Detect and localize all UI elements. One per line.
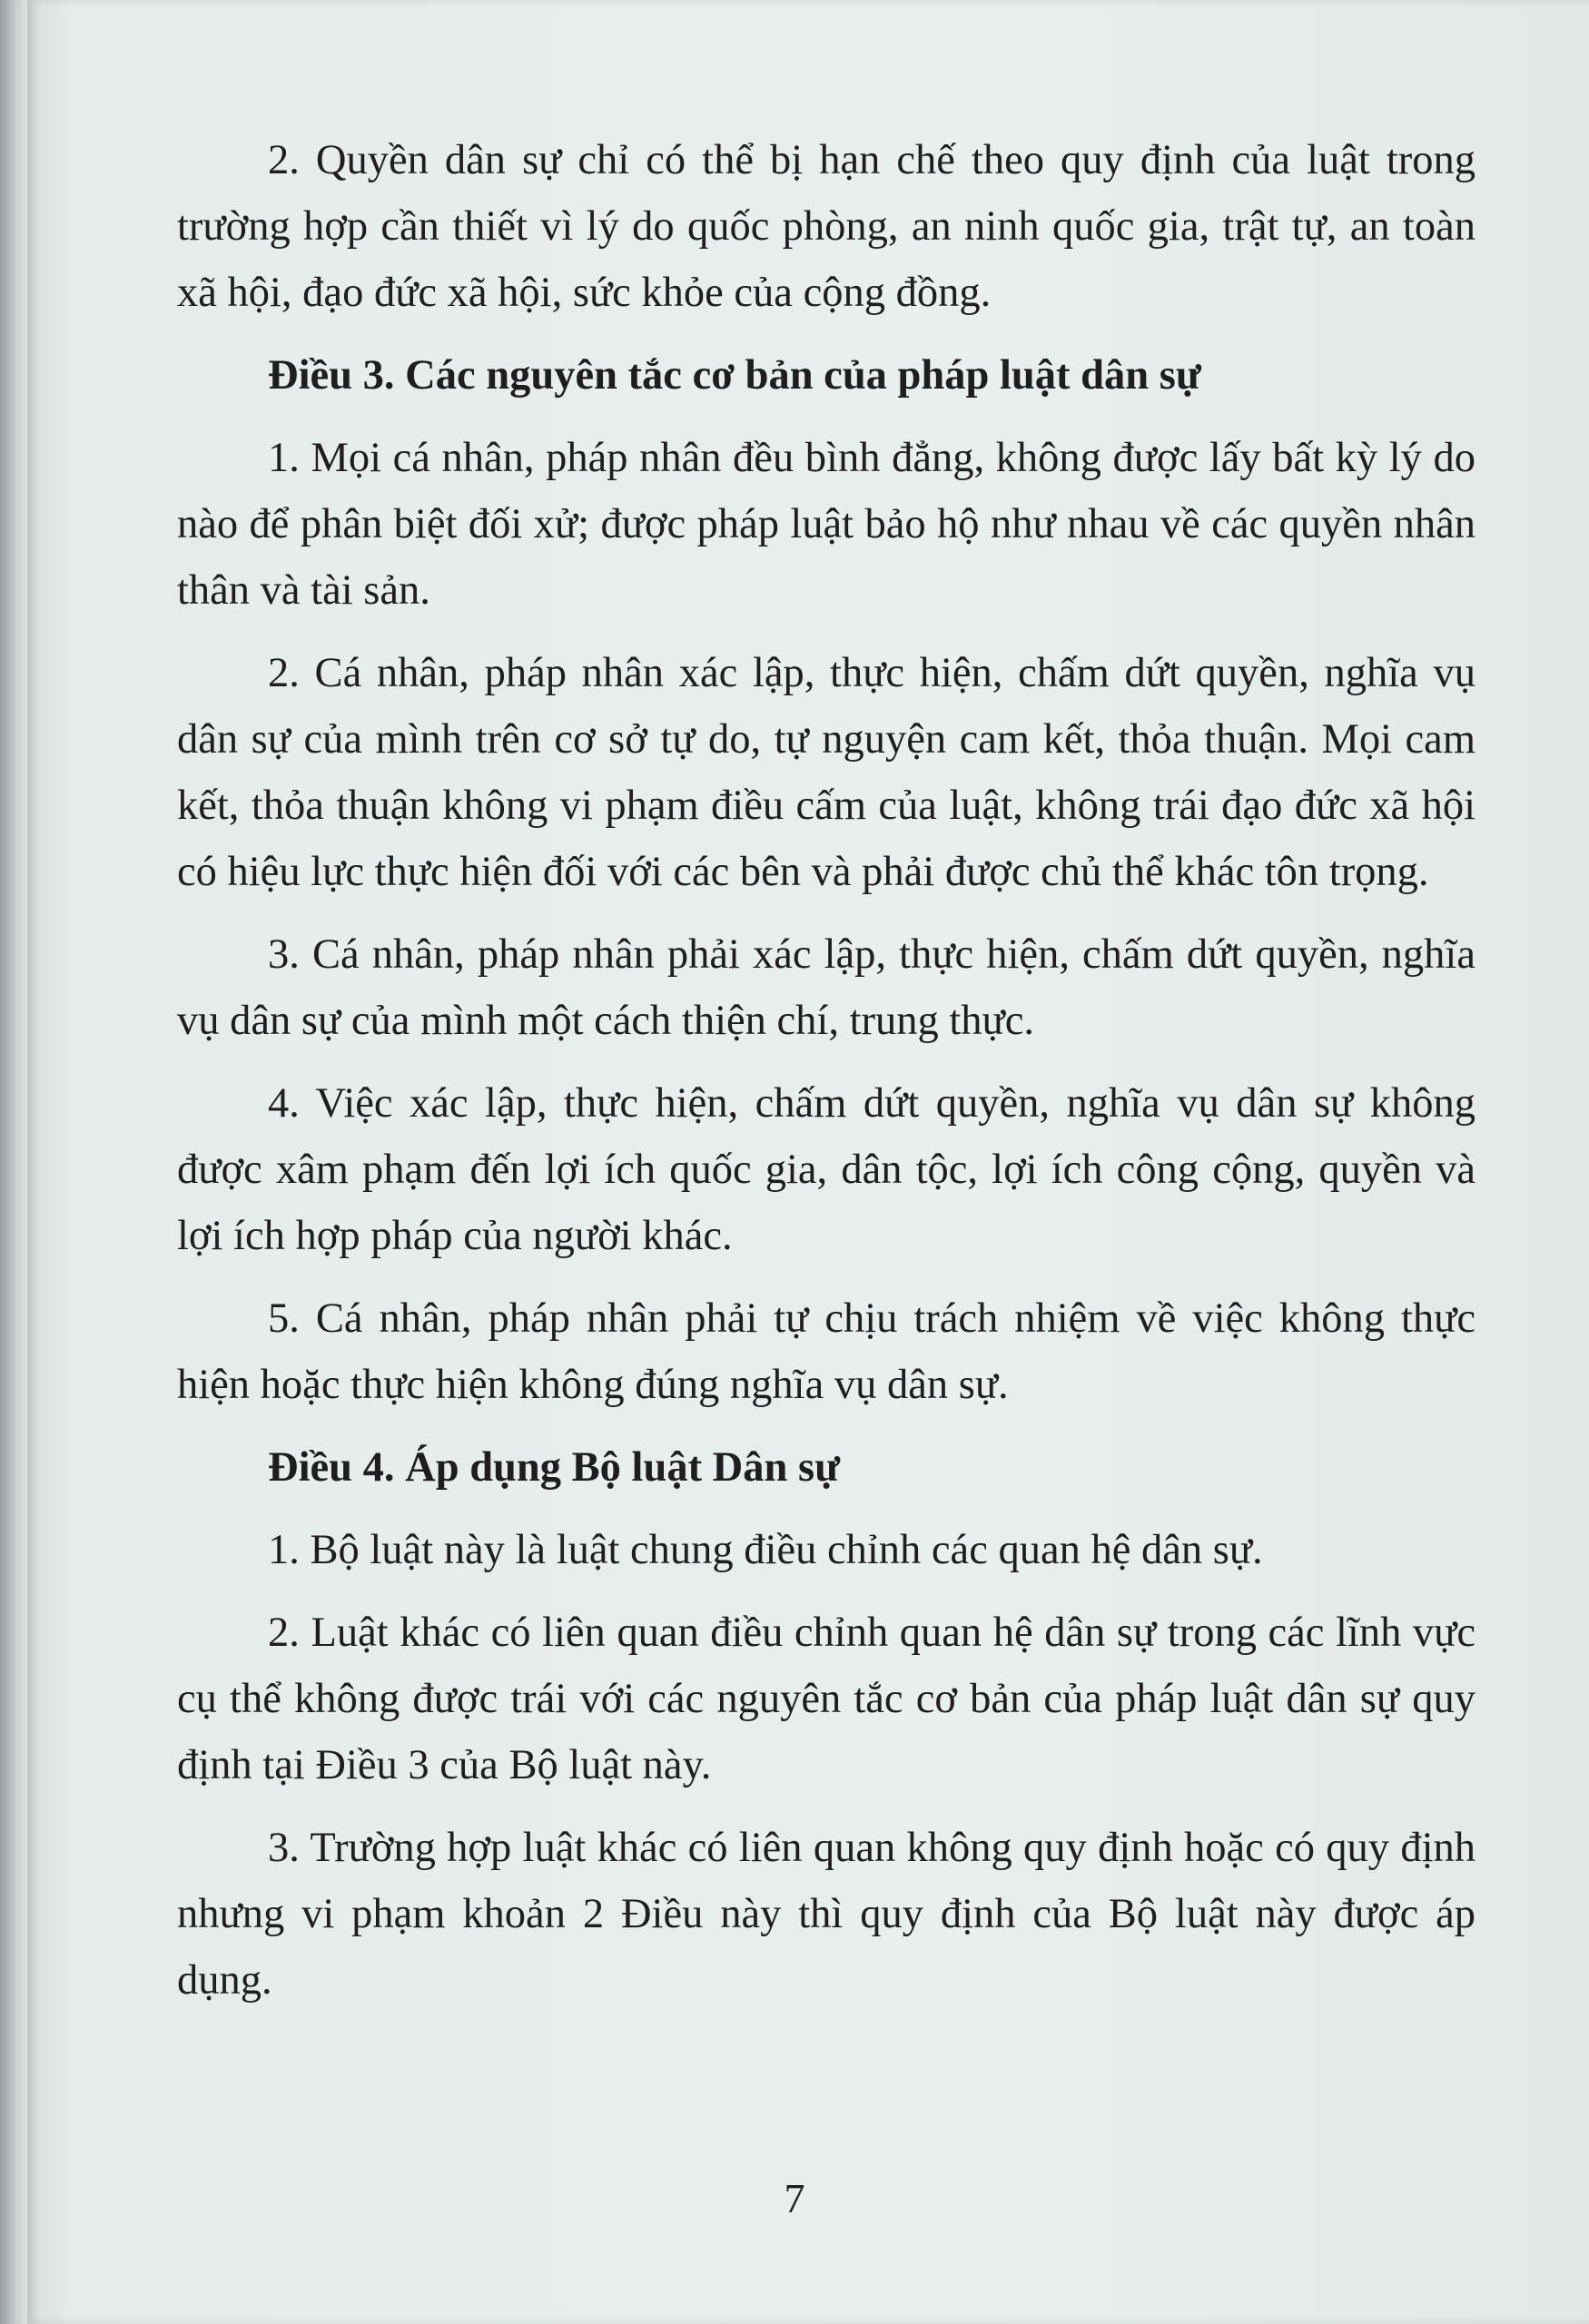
- paragraph-4-3: 3. Trường hợp luật khác có liên quan không quy định hoặc có quy định nhưng vi phạm khoản 2 Điều này thì quy định của Bộ luật này được áp dụng.: [177, 1825, 1476, 2004]
- paragraph-1-2: 2. Quyền dân sự chỉ có thể bị hạn chế theo quy định của luật trong trường hợp cần thiết vì lý do quốc phòng, an ninh quốc gia, trật tự, an toàn xã hội, đạo đức xã hội, sức khỏe của cộng đồng.: [177, 137, 1476, 316]
- article-4-heading: Điều 4. Áp dụng Bộ luật Dân sự: [268, 1444, 840, 1491]
- paragraph-3-5: 5. Cá nhân, pháp nhân phải tự chịu trách nhiệm về việc không thực hiện hoặc thực hiện không đúng nghĩa vụ dân sự.: [177, 1295, 1476, 1408]
- paragraph-3-3: 3. Cá nhân, pháp nhân phải xác lập, thực hiện, chấm dứt quyền, nghĩa vụ dân sự của mình một cách thiện chí, trung thực.: [177, 931, 1476, 1044]
- paragraph-3-4: 4. Việc xác lập, thực hiện, chấm dứt quyền, nghĩa vụ dân sự không được xâm phạm đến lợi ích quốc gia, dân tộc, lợi ích công cộng, quyền và lợi ích hợp pháp của người khác.: [177, 1080, 1476, 1259]
- page-number: 7: [784, 2175, 805, 2221]
- book-spine-edge: [0, 0, 27, 2324]
- page-text: [177, 127, 1476, 2030]
- paragraph-3-1: 1. Mọi cá nhân, pháp nhân đều bình đẳng, không được lấy bất kỳ lý do nào để phân biệt đối xử; được pháp luật bảo hộ như nhau về các quyền nhân thân và tài sản.: [177, 435, 1476, 614]
- article-3-heading: Điều 3. Các nguyên tắc cơ bản của pháp luật dân sự: [268, 352, 1201, 399]
- paragraph-4-2: 2. Luật khác có liên quan điều chỉnh quan hệ dân sự trong các lĩnh vực cụ thể không được trái với các nguyên tắc cơ bản của pháp luật dân sự quy định tại Điều 3 của Bộ luật này.: [177, 1610, 1476, 1788]
- paragraph-4-1: 1. Bộ luật này là luật chung điều chỉnh các quan hệ dân sự.: [268, 1527, 1263, 1573]
- paragraph-3-2: 2. Cá nhân, pháp nhân xác lập, thực hiện, chấm dứt quyền, nghĩa vụ dân sự của mình trên cơ sở tự do, tự nguyện cam kết, thỏa thuận. Mọi cam kết, thỏa thuận không vi phạm điều cấm của luật, không trái đạo đức xã hội có hiệu lực thực hiện đối với các bên và phải được chủ thể khác tôn trọng.: [177, 650, 1476, 895]
